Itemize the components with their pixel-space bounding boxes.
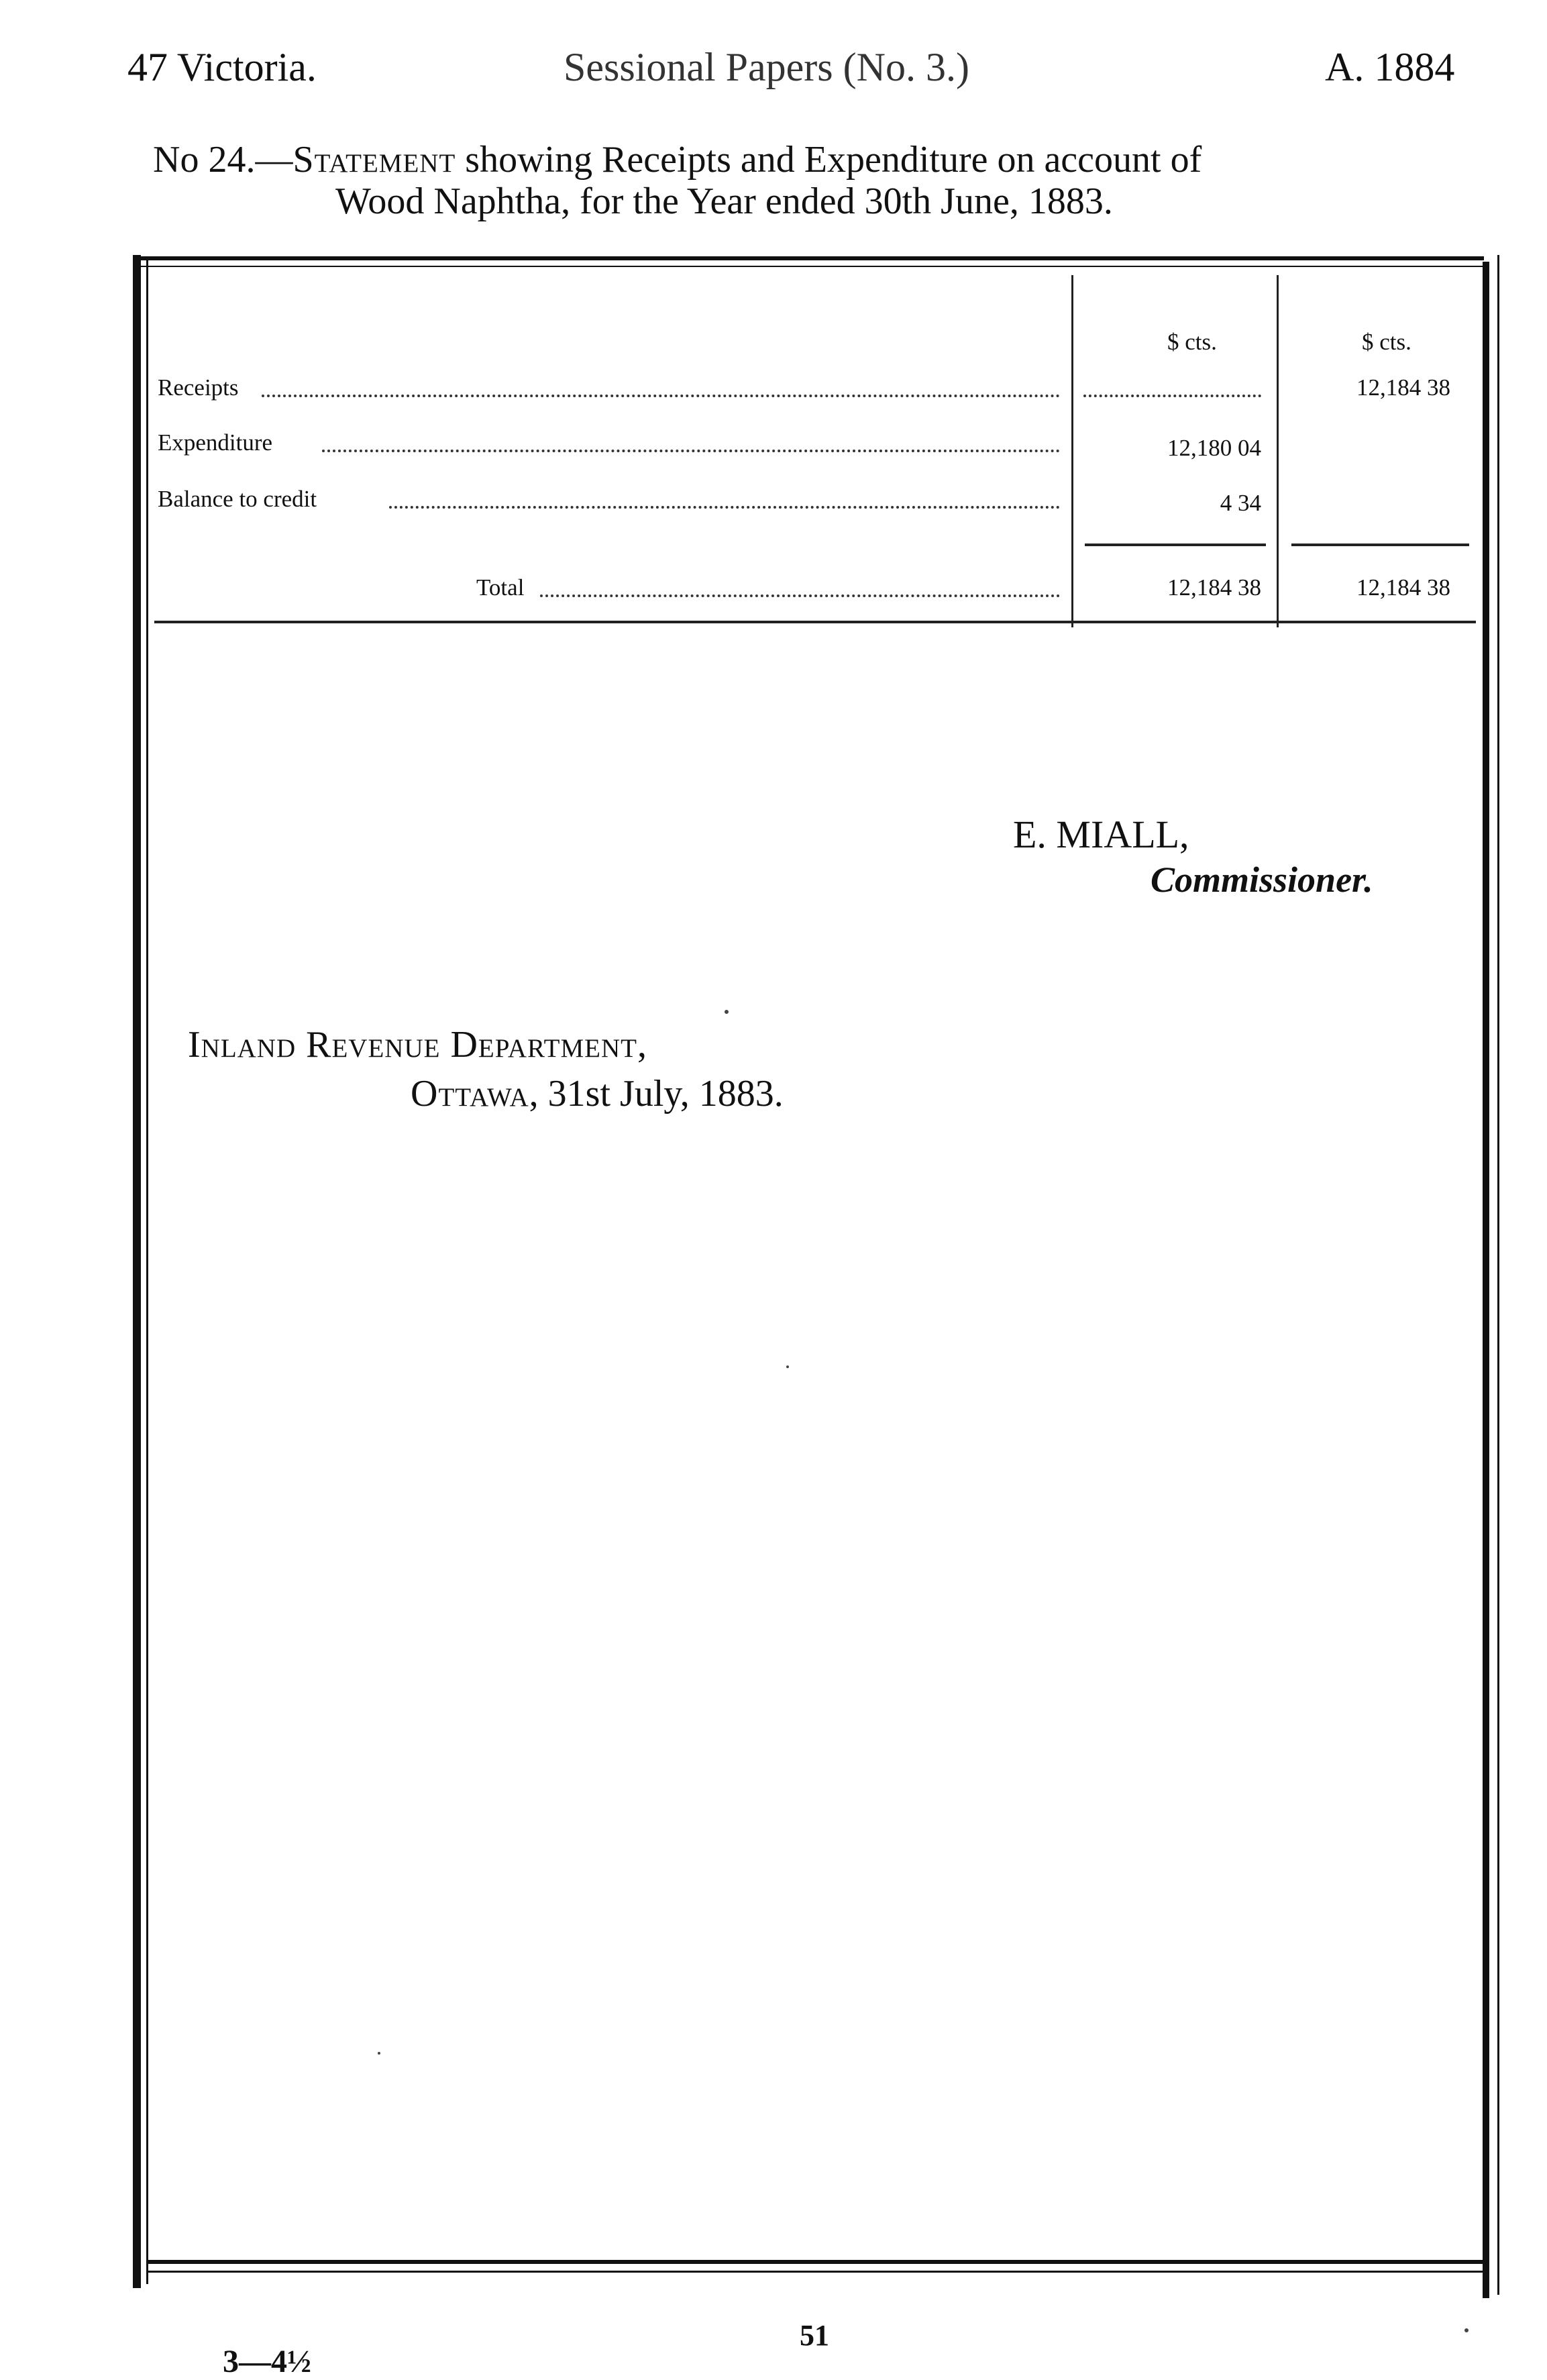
statement-title-line1 bbox=[153, 141, 1202, 178]
frame-bottom-thin-rule bbox=[148, 2271, 1484, 2273]
header-series: Sessional Papers (No. 3.) bbox=[564, 45, 969, 89]
balance-col1-value: 4 34 bbox=[1220, 490, 1261, 516]
sheet-signature-mark: 3—4½ bbox=[223, 2344, 311, 2379]
receipts-col2-value: 12,184 38 bbox=[1356, 374, 1450, 401]
leader-dots bbox=[322, 450, 1060, 452]
total-rule-col1 bbox=[1085, 544, 1266, 546]
row-label-total: Total bbox=[476, 574, 525, 601]
print-speck bbox=[378, 2052, 380, 2055]
total-col1-value: 12,184 38 bbox=[1167, 574, 1261, 601]
leader-dots bbox=[389, 506, 1060, 509]
row-label-balance: Balance to credit bbox=[158, 486, 317, 512]
frame-right-outer-rule bbox=[1497, 255, 1499, 2295]
header-volume: 47 Victoria. bbox=[127, 45, 317, 89]
print-speck bbox=[1464, 2328, 1469, 2332]
page-number: 51 bbox=[800, 2319, 829, 2352]
frame-left-inner-rule bbox=[146, 258, 148, 2284]
issue-date: , 31st July, 1883. bbox=[529, 1073, 784, 1115]
leader-dots bbox=[540, 594, 1060, 597]
total-col2-value: 12,184 38 bbox=[1356, 574, 1450, 601]
print-speck bbox=[786, 1365, 789, 1368]
frame-bottom-rule bbox=[148, 2260, 1484, 2264]
place-and-date bbox=[411, 1072, 784, 1115]
frame-right-rule bbox=[1483, 262, 1489, 2298]
statement-title-rest: showing Receipts and Expenditure on account of bbox=[456, 139, 1202, 180]
table-bottom-rule bbox=[154, 621, 1476, 623]
column-header-dollars-1: $ cts. bbox=[1167, 329, 1217, 355]
statement-lead: Statement bbox=[292, 139, 456, 180]
row-label-expenditure: Expenditure bbox=[158, 429, 273, 456]
statement-title-line2: Wood Naphtha, for the Year ended 30th June, 1883. bbox=[335, 180, 1113, 222]
frame-top-thin-rule bbox=[141, 266, 1484, 267]
leader-dots bbox=[262, 395, 1060, 397]
frame-top-rule bbox=[141, 256, 1484, 260]
column-rule-1 bbox=[1071, 275, 1073, 627]
expenditure-col1-value: 12,180 04 bbox=[1167, 435, 1261, 461]
signatory-name: E. MIALL, bbox=[1013, 813, 1189, 856]
column-rule-2 bbox=[1277, 275, 1279, 627]
frame-left-rule bbox=[133, 255, 141, 2288]
column-header-dollars-2: $ cts. bbox=[1362, 329, 1411, 355]
row-label-receipts: Receipts bbox=[158, 374, 239, 401]
signatory-title: Commissioner. bbox=[1151, 860, 1373, 900]
total-rule-col2 bbox=[1291, 544, 1469, 546]
statement-number: No 24.— bbox=[153, 139, 293, 180]
print-speck bbox=[725, 1010, 729, 1014]
statement-table bbox=[151, 275, 1476, 631]
leader-dots bbox=[1083, 395, 1261, 397]
header-year: A. 1884 bbox=[1325, 45, 1455, 89]
place-name: Ottawa bbox=[411, 1073, 529, 1115]
department-name: Inland Revenue Department, bbox=[188, 1024, 647, 1066]
